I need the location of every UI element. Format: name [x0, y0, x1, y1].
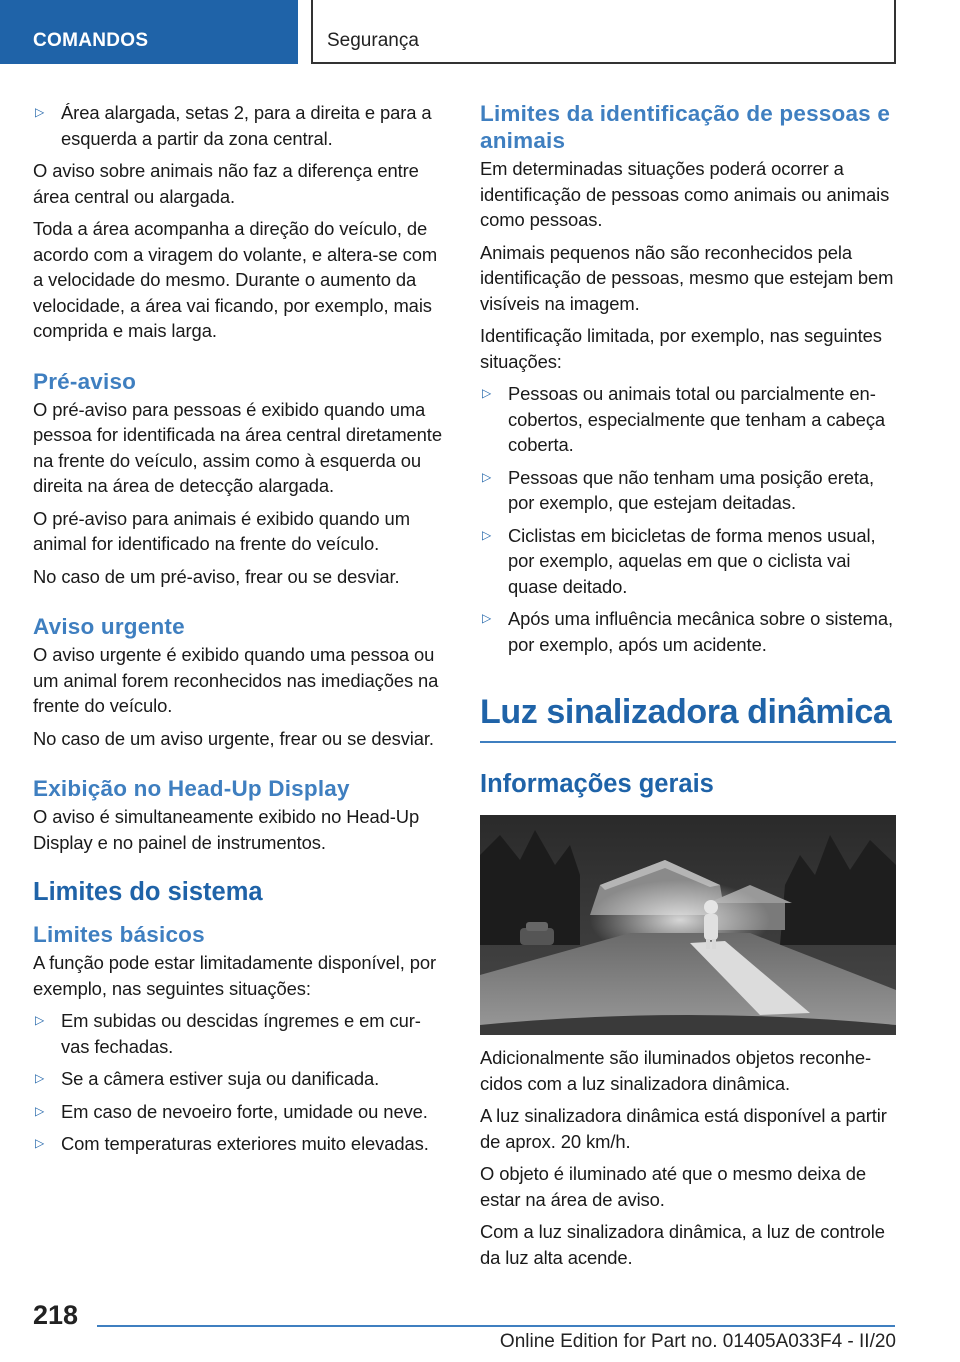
chapter-tab[interactable]: COMANDOS	[0, 0, 298, 64]
triangle-right-icon: ▷	[35, 1136, 45, 1150]
paragraph: O objeto é iluminado até que o mesmo deixa de estar na área de aviso.	[480, 1163, 867, 1210]
paragraph: O aviso sobre animais não faz a diferença entre área central ou alargada.	[33, 160, 419, 207]
list-item: ▷ Pessoas que não tenham uma posição ereta, por exemplo, que estejam deitadas.	[482, 466, 874, 513]
triangle-right-icon: ▷	[35, 1013, 45, 1027]
paragraph: O pré-aviso para pessoas é exibido quando uma pessoa for identificada na área central diretamente na frente do veículo, assim como à esquerda ou direita na área de detecção alargada.	[33, 398, 442, 496]
paragraph: Identificação limitada, por exemplo, nas seguintes situações:	[480, 325, 882, 372]
heading-pre-aviso: Pré-aviso	[33, 368, 137, 394]
list-item: ▷ Em subidas ou descidas íngremes e em curvas fechadas.	[35, 1010, 421, 1057]
list-item: ▷ Se a câmera estiver suja ou danificada.	[33, 1066, 443, 1092]
triangle-right-icon: ▷	[482, 469, 492, 484]
paragraph: Animais pequenos não são reconhecidos pela identificação de pessoas, mesmo que estejam bem visíveis na imagem.	[480, 241, 894, 314]
heading-informacoes-gerais: Informações gerais	[480, 770, 714, 798]
heading-limites-basicos: Limites básicos	[33, 922, 205, 947]
right-column	[480, 100, 896, 1277]
list-item: ▷ Com temperaturas exteriores muito elevadas.	[33, 1131, 443, 1157]
paragraph: A luz sinalizadora dinâmica está disponível a partir de aprox. 20 km/h.	[480, 1105, 887, 1152]
triangle-right-icon: ▷	[35, 1103, 45, 1118]
bullet-list-basicos	[33, 1008, 443, 1157]
page-number: 218	[33, 1300, 79, 1330]
triangle-right-icon: ▷	[482, 527, 492, 542]
triangle-right-icon: ▷	[35, 105, 45, 119]
list-item: ▷ Em caso de nevoeiro forte, umidade ou neve.	[33, 1099, 443, 1125]
triangle-right-icon: ▷	[35, 1071, 45, 1085]
dynamic-light-illustration	[480, 815, 896, 1035]
paragraph: A função pode estar limitadamente disponível, por exemplo, nas seguintes situações:	[33, 952, 437, 999]
bullet-list-top	[33, 100, 443, 151]
paragraph: Com a luz sinalizadora dinâmica, a luz de controle da luz alta acende.	[480, 1221, 885, 1268]
paragraph: Em determinadas situações poderá ocorrer a identificação de pessoas como animais ou animais como pessoas.	[480, 158, 890, 230]
heading-limites-sistema: Limites do sistema	[33, 878, 263, 906]
bullet-list-identificacao	[480, 381, 896, 657]
paragraph: Adicionalmente são iluminados objetos reconhecidos com a luz sinalizadora dinâmica.	[480, 1047, 872, 1094]
paragraph: No caso de um pré-aviso, frear ou se desviar.	[33, 565, 400, 587]
heading-head-up-display: Exibição no Head-Up Display	[33, 776, 350, 801]
triangle-right-icon: ▷	[482, 386, 492, 400]
list-item: ▷ Área alargada, setas 2, para a direita e para a esquerda a partir da zona central.	[35, 102, 432, 149]
footer-edition: Online Edition for Part no. 01405A033F4 - II/20	[499, 1331, 896, 1352]
list-item: ▷ Após uma influência mecânica sobre o sistema, por exemplo, após um acidente.	[482, 608, 893, 655]
heading-limites-identificacao: Limites da identificação de pessoas e animais	[480, 101, 891, 153]
footer-divider	[97, 1325, 895, 1327]
section-title: Segurança	[311, 0, 896, 64]
left-column	[33, 100, 443, 1164]
paragraph: O pré-aviso para animais é exibido quando um animal for identificado na frente do veículo.	[33, 507, 410, 554]
heading-luz-sinalizadora: Luz sinalizadora dinâmica	[480, 691, 896, 743]
paragraph: Toda a área acompanha a direção do veículo, de acordo com a viragem do volante, e altera-se com a velocidade do mesmo. Durante o aumento da velocidade, a área vai ficando, por exemplo, mais comprida e mais larga.	[33, 218, 438, 341]
heading-aviso-urgente: Aviso urgente	[33, 614, 185, 639]
list-item: ▷ Ciclistas em bicicletas de forma menos usual, por exemplo, aquelas em que o ciclista vai quase deitado.	[482, 524, 876, 597]
paragraph: No caso de um aviso urgente, frear ou se desviar.	[33, 727, 434, 749]
list-item: ▷ Pessoas ou animais total ou parcialmente encobertos, especialmente que tenham a cabeça coberta.	[482, 383, 886, 455]
paragraph: O aviso urgente é exibido quando uma pessoa ou um animal forem reconhecidos nas imediações na frente do veículo.	[33, 644, 439, 716]
paragraph: O aviso é simultaneamente exibido no Head-Up Display e no painel de instrumentos.	[33, 806, 420, 853]
triangle-right-icon: ▷	[482, 611, 492, 625]
